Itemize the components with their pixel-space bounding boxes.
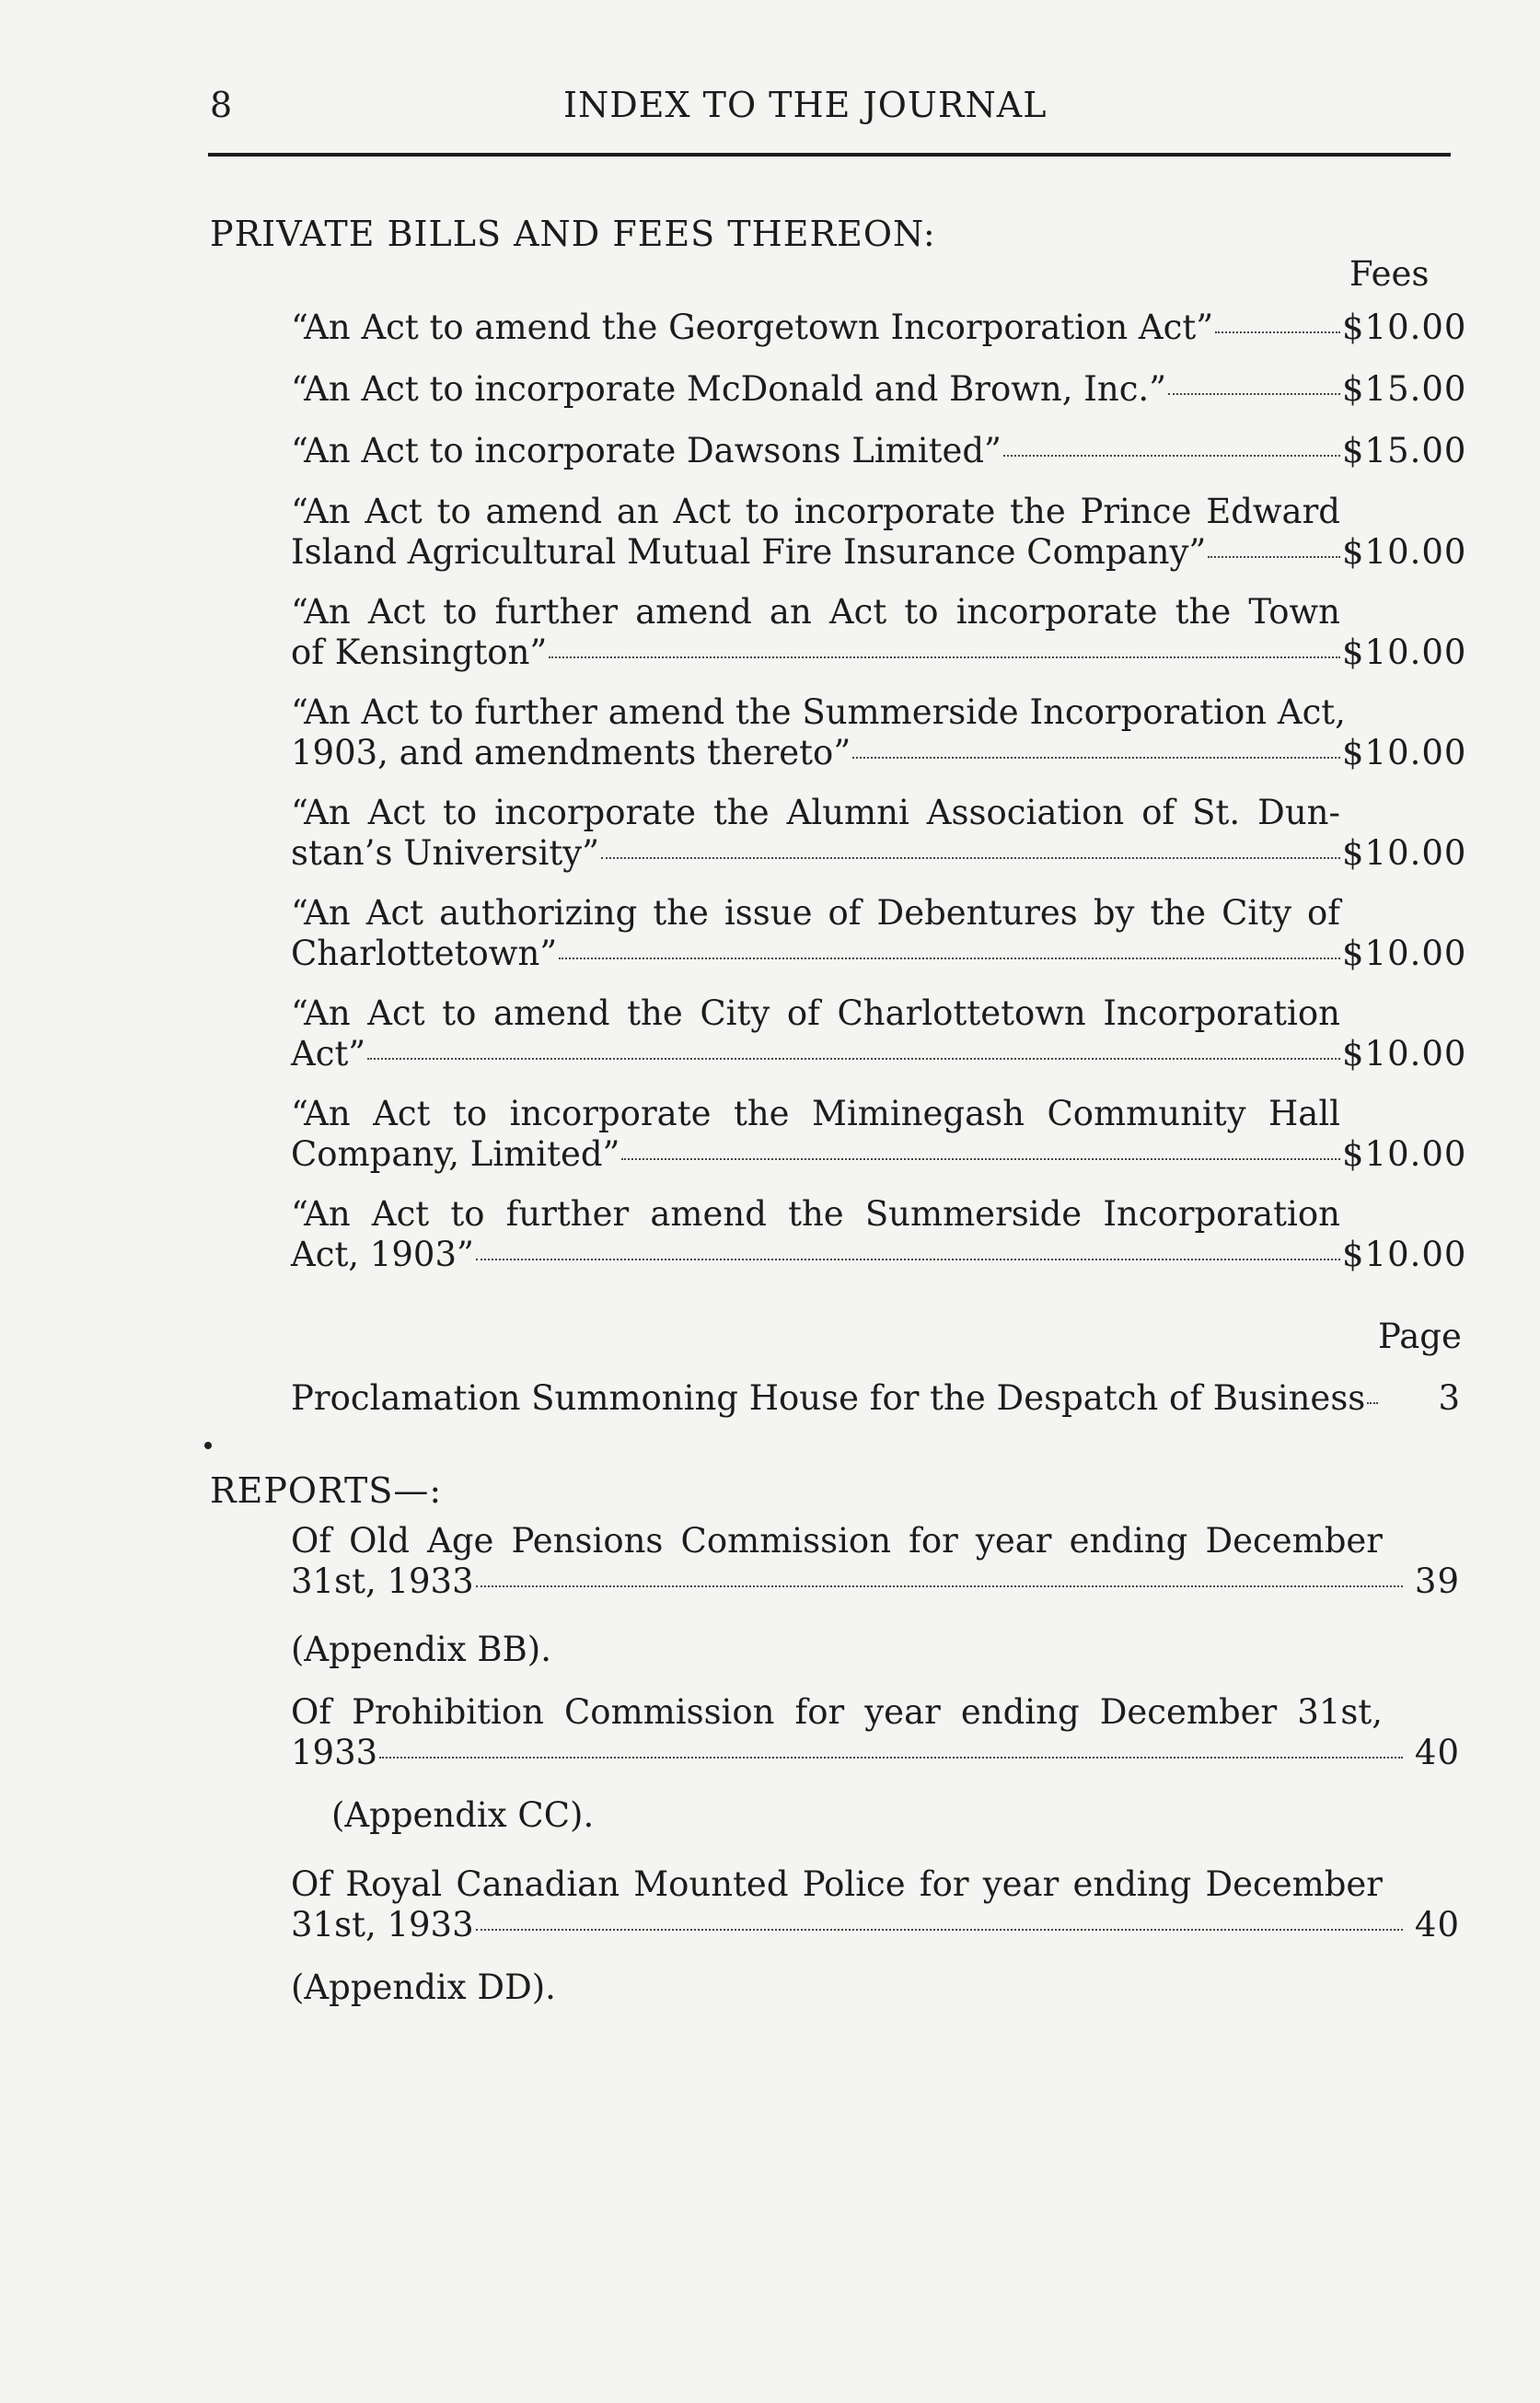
dot-leader (621, 1158, 1340, 1160)
dot-leader (476, 1585, 1403, 1587)
bill-title-line1: “An Act to further amend the Summerside Incorporation (291, 1194, 1340, 1234)
bill-fee: $10.00 (1342, 633, 1467, 672)
bill-title-line2: Charlottetown” (291, 934, 558, 973)
bill-entry (291, 692, 1467, 773)
bill-title-line2: of Kensington” (291, 633, 548, 672)
bill-title-line2: Act, 1903” (291, 1235, 474, 1274)
report-entry (291, 1521, 1460, 1602)
header-rule (208, 153, 1451, 157)
report-title-line1: Of Prohibition Commission for year ending December 31st, (291, 1692, 1383, 1732)
bill-title-line2: Island Agricultural Mutual Fire Insurance Company” (291, 532, 1207, 572)
bill-fee: $10.00 (1342, 532, 1467, 572)
page-number: 8 (210, 85, 233, 125)
dot-leader (1208, 556, 1340, 558)
ink-speck (204, 1442, 212, 1449)
dot-leader (601, 857, 1340, 859)
dot-leader (1215, 331, 1340, 333)
bill-title-line1: “An Act authorizing the issue of Debentures by the City of (291, 893, 1340, 933)
report-appendix: (Appendix BB). (291, 1630, 551, 1669)
bill-title-line1: “An Act to amend the City of Charlottetown Incorporation (291, 993, 1340, 1033)
bill-entry (291, 492, 1467, 573)
dot-leader (559, 958, 1340, 959)
bill-fee: $10.00 (1342, 308, 1467, 347)
report-title-line1: Of Old Age Pensions Commission for year ending December (291, 1521, 1383, 1561)
running-head: INDEX TO THE JOURNAL (563, 85, 1048, 125)
dot-leader (1003, 455, 1340, 457)
private-bills-heading: PRIVATE BILLS AND FEES THEREON: (210, 214, 936, 254)
dot-leader (1168, 393, 1340, 395)
dot-leader (367, 1058, 1340, 1060)
bill-title-line1: “An Act to further amend an Act to incorporate the Town (291, 592, 1340, 632)
bill-entry (291, 592, 1467, 673)
bill-title-line1: “An Act to incorporate the Alumni Association of St. Dun- (291, 793, 1340, 832)
bill-fee: $15.00 (1342, 369, 1467, 409)
dot-leader (476, 1929, 1403, 1931)
bill-entry (291, 893, 1467, 974)
report-title-line2: 1933 (291, 1733, 378, 1772)
report-page: 39 (1414, 1561, 1460, 1601)
dot-leader (476, 1259, 1340, 1260)
bill-entry (291, 793, 1467, 874)
report-title-line2: 31st, 1933 (291, 1905, 474, 1944)
bill-entry (291, 431, 1467, 471)
report-page: 40 (1414, 1905, 1460, 1944)
report-entry (291, 1692, 1460, 1773)
bill-fee: $10.00 (1342, 833, 1467, 873)
bill-title-line1: “An Act to amend an Act to incorporate the Prince Edward (291, 492, 1340, 531)
bill-title: “An Act to incorporate Dawsons Limited” (291, 431, 1002, 470)
bill-fee: $10.00 (1342, 733, 1467, 772)
proclamation-entry (291, 1378, 1460, 1419)
bill-fee: $10.00 (1342, 934, 1467, 973)
bill-entry (291, 308, 1467, 348)
bill-title-line1: “An Act to incorporate the Miminegash Community Hall (291, 1094, 1340, 1133)
bill-fee: $10.00 (1342, 1034, 1467, 1074)
bill-fee: $10.00 (1342, 1235, 1467, 1274)
report-title-line1: Of Royal Canadian Mounted Police for year ending December (291, 1864, 1383, 1904)
proclamation-page: 3 (1438, 1378, 1460, 1418)
report-entry (291, 1864, 1460, 1945)
report-appendix: (Appendix CC). (331, 1795, 595, 1835)
bill-title-line2: Company, Limited” (291, 1134, 620, 1174)
bill-title-line2: 1903, and amendments thereto” (291, 733, 851, 772)
dot-leader (379, 1757, 1403, 1759)
bill-title-line1: “An Act to further amend the Summerside Incorporation Act, (291, 692, 1346, 732)
proclamation-text: Proclamation Summoning House for the Despatch of Business (291, 1378, 1366, 1418)
bill-entry (291, 993, 1467, 1074)
bill-fee: $10.00 (1342, 1134, 1467, 1174)
dot-leader (852, 757, 1340, 759)
report-appendix: (Appendix DD). (291, 1968, 556, 2007)
bill-entry (291, 1094, 1467, 1175)
page-column-label: Page (1378, 1317, 1462, 1356)
bill-title-line2: stan’s University” (291, 833, 600, 873)
bill-fee: $15.00 (1342, 431, 1467, 470)
dot-leader (549, 656, 1340, 658)
reports-heading: REPORTS—: (210, 1470, 443, 1511)
bill-entry (291, 369, 1467, 410)
bill-title: “An Act to incorporate McDonald and Brown, Inc.” (291, 369, 1167, 409)
report-title-line2: 31st, 1933 (291, 1561, 474, 1601)
bill-title: “An Act to amend the Georgetown Incorporation Act” (291, 308, 1214, 347)
fees-column-label: Fees (1349, 254, 1430, 294)
dot-leader (1367, 1402, 1378, 1404)
bill-title-line2: Act” (291, 1034, 366, 1074)
bill-entry (291, 1194, 1467, 1275)
report-page: 40 (1414, 1733, 1460, 1772)
